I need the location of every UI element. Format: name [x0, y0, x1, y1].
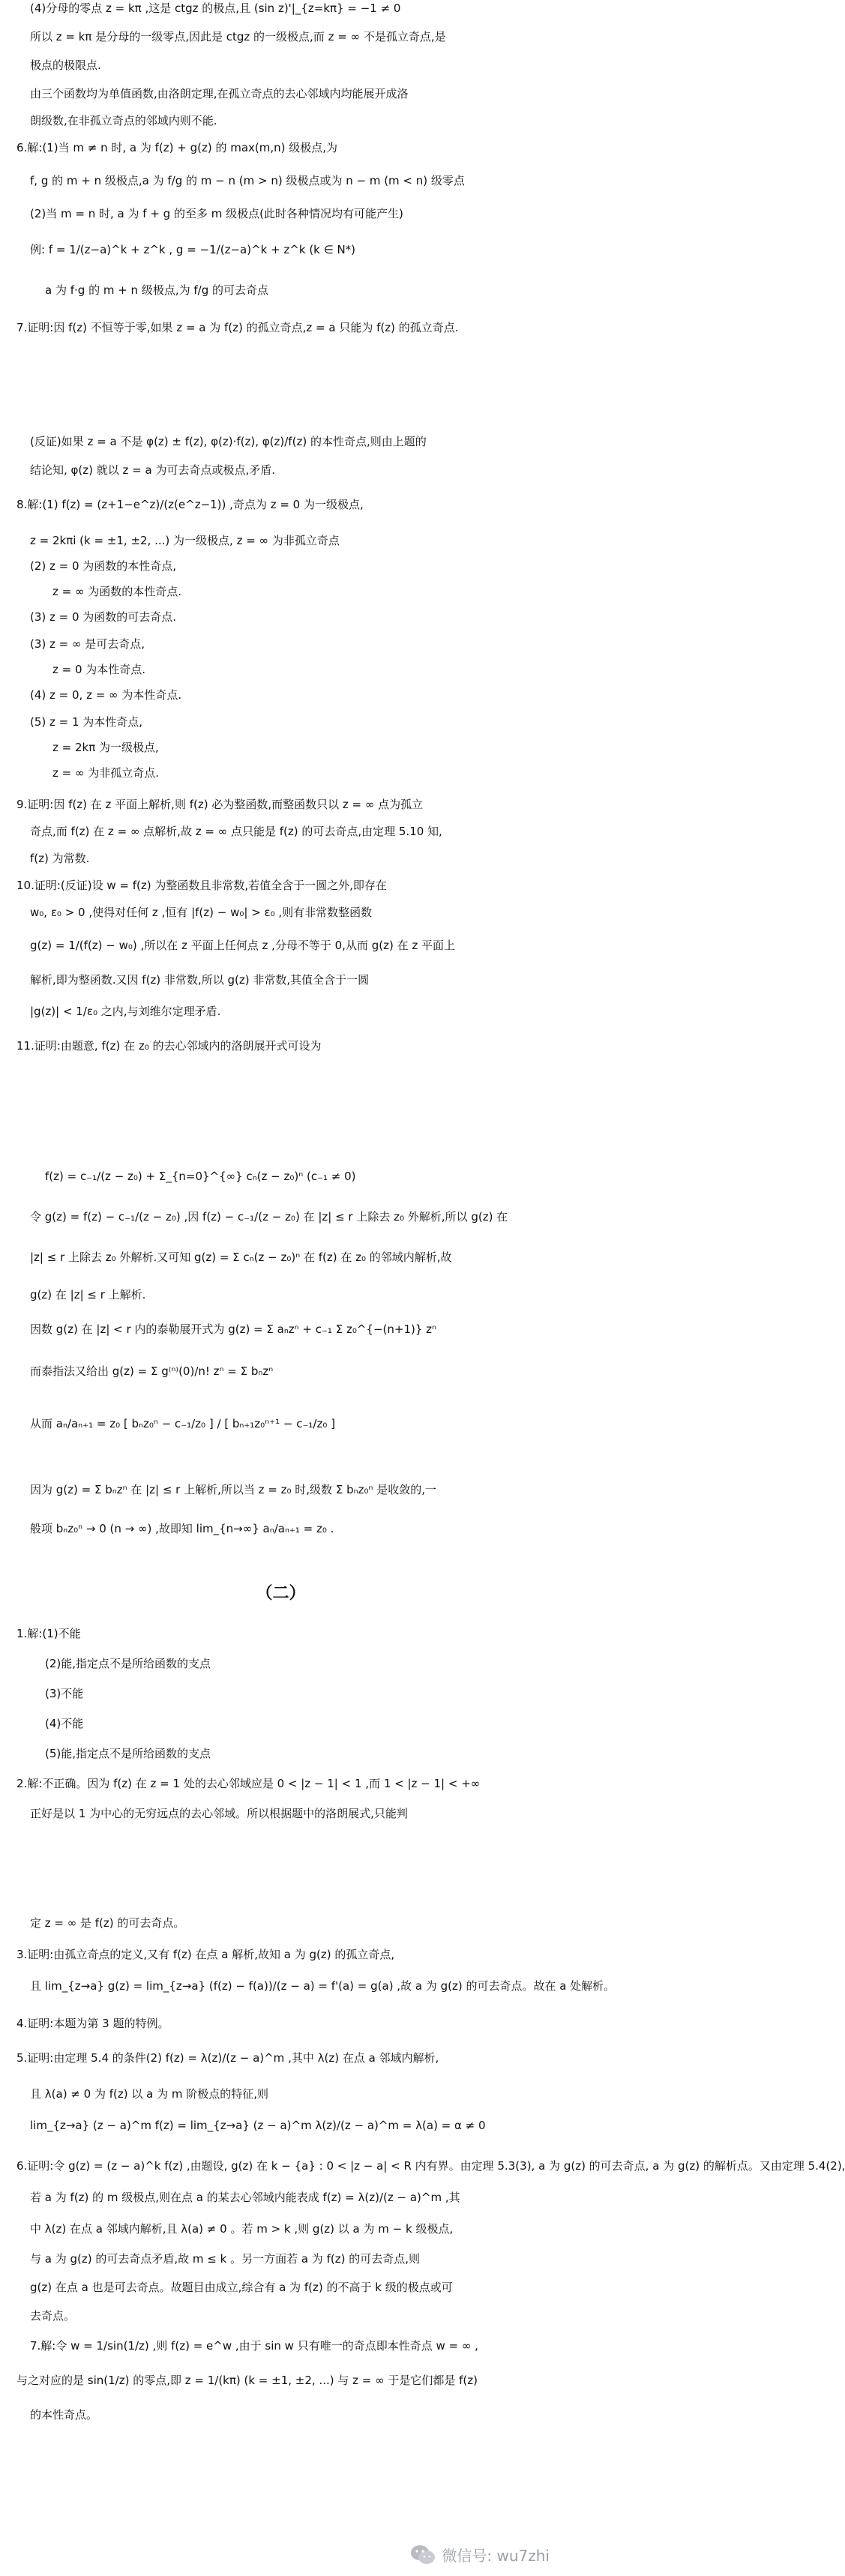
text-line: 1.解:(1)不能 [16, 1627, 81, 1640]
text-line: (反证)如果 z = a 不是 φ(z) ± f(z), φ(z)·f(z), φ(z)/f(z) 的本性奇点,则由上题的 [30, 435, 427, 448]
text-line: 定 z = ∞ 是 f(z) 的可去奇点。 [30, 1916, 185, 1930]
text-line: (3)不能 [45, 1687, 84, 1700]
text-line: 若 a 为 f(z) 的 m 级极点,则在点 a 的某去心邻域内能表成 f(z) = λ(z)/(z − a)^m ,其 [30, 2191, 460, 2204]
text-line: 因数 g(z) 在 |z| < r 内的泰勒展开式为 g(z) = Σ aₙzⁿ + c₋₁ Σ z₀^{−(n+1)} zⁿ [30, 1322, 437, 1336]
text-line: (5)能,指定点不是所给函数的支点 [45, 1747, 211, 1760]
text-line: (4) z = 0, z = ∞ 为本性奇点. [30, 688, 182, 702]
text-line: 5.证明:由定理 5.4 的条件(2) f(z) = λ(z)/(z − a)^m ,其中 λ(z) 在点 a 邻域内解析, [16, 2051, 439, 2065]
text-line: 正好是以 1 为中心的无穷远点的去心邻域。所以根据题中的洛朗展式,只能判 [30, 1807, 408, 1820]
text-line: 9.证明:因 f(z) 在 z 平面上解析,则 f(z) 必为整函数,而整函数只以 z = ∞ 点为孤立 [16, 798, 424, 811]
text-line: a 为 f·g 的 m + n 级极点,为 f/g 的可去奇点 [45, 283, 268, 297]
text-line: lim_{z→a} (z − a)^m f(z) = lim_{z→a} (z − a)^m λ(z)/(z − a)^m = λ(a) = α ≠ 0 [30, 2119, 486, 2132]
text-line: 10.证明:(反证)设 w = f(z) 为整函数且非常数,若值全含于一圆之外,即存在 [16, 879, 387, 892]
text-line: 般项 bₙz₀ⁿ → 0 (n → ∞) ,故即知 lim_{n→∞} aₙ/aₙ₊₁ = z₀ . [30, 1522, 334, 1535]
text-line: 朗级数,在非孤立奇点的邻域内则不能. [30, 114, 217, 127]
text-line: 与之对应的是 sin(1/z) 的零点,即 z = 1/(kπ) (k = ±1, ±2, ...) 与 z = ∞ 于是它们都是 f(z) [16, 2374, 478, 2387]
text-line: g(z) 在 |z| ≤ r 上解析. [30, 1288, 146, 1301]
text-line: 去奇点。 [30, 2309, 76, 2323]
text-line: 的本性奇点。 [30, 2408, 98, 2422]
text-line: (3) z = ∞ 是可去奇点, [30, 637, 145, 651]
text-line: f(z) = c₋₁/(z − z₀) + Σ_{n=0}^{∞} cₙ(z − z₀)ⁿ (c₋₁ ≠ 0) [45, 1170, 356, 1183]
text-line: 所以 z = kπ 是分母的一级零点,因此是 ctgz 的一级极点,而 z = ∞ 不是孤立奇点,是 [30, 30, 446, 43]
text-line: 极点的极限点. [30, 58, 101, 72]
text-line: |z| ≤ r 上除去 z₀ 外解析.又可知 g(z) = Σ cₙ(z − z₀)ⁿ 在 f(z) 在 z₀ 的邻域内解析,故 [30, 1251, 452, 1264]
text-line: 6.解:(1)当 m ≠ n 时, a 为 f(z) + g(z) 的 max(m,n) 级极点,为 [16, 141, 338, 154]
text-line: g(z) 在点 a 也是可去奇点。故题目由成立,综合有 a 为 f(z) 的不高于 k 级的极点或可 [30, 2281, 453, 2294]
section-header: （二） [256, 1583, 306, 1603]
text-line: (2)能,指定点不是所给函数的支点 [45, 1657, 211, 1670]
text-line: 从而 aₙ/aₙ₊₁ = z₀ [ bₙz₀ⁿ − c₋₁/z₀ ] / [ bₙ₊₁z₀ⁿ⁺¹ − c₋₁/z₀ ] [30, 1417, 335, 1430]
text-line: z = 0 为本性奇点. [52, 663, 146, 676]
text-line: (4)不能 [45, 1717, 84, 1730]
text-line: 7.证明:因 f(z) 不恒等于零,如果 z = a 为 f(z) 的孤立奇点,z = a 只能为 f(z) 的孤立奇点. [16, 321, 459, 334]
text-line: (2)当 m = n 时, a 为 f + g 的至多 m 级极点(此时各种情况均有可能产生) [30, 207, 403, 220]
text-line: |g(z)| < 1/ε₀ 之内,与刘维尔定理矛盾. [30, 1005, 221, 1018]
text-line: (2) z = 0 为函数的本性奇点, [30, 559, 177, 573]
text-line: z = ∞ 为函数的本性奇点. [52, 585, 182, 598]
watermark [410, 2544, 550, 2566]
text-line: z = 2kπ 为一级极点, [52, 741, 159, 754]
text-line: 因为 g(z) = Σ bₙzⁿ 在 |z| ≤ r 上解析,所以当 z = z₀ 时,级数 Σ bₙz₀ⁿ 是收敛的,一 [30, 1483, 436, 1496]
text-line: 6.证明:令 g(z) = (z − a)^k f(z) ,由题设, g(z) 在 k − {a} : 0 < |z − a| < R 内有界。由定理 5.3(3), a 为 g(z) 的可去奇点, a 为 g(z) 的解析点。又由定理 5.4(2), [16, 2159, 845, 2173]
wechat-logo-icon [410, 2545, 436, 2566]
text-line: f, g 的 m + n 级极点,a 为 f/g 的 m − n (m > n) 级极点或为 n − m (m < n) 级零点 [30, 174, 465, 187]
text-line: 例: f = 1/(z−a)^k + z^k , g = −1/(z−a)^k + z^k (k ∈ N*) [30, 243, 356, 256]
watermark-text: 微信号: wu7zhi [442, 2547, 550, 2565]
text-line: 且 λ(a) ≠ 0 为 f(z) 以 a 为 m 阶极点的特征,则 [30, 2087, 268, 2101]
text-line: w₀, ε₀ > 0 ,使得对任何 z ,恒有 |f(z) − w₀| > ε₀ ,则有非常数整函数 [30, 906, 373, 919]
text-line: 由三个函数均为单值函数,由洛朗定理,在孤立奇点的去心邻域内均能展开成洛 [30, 87, 409, 100]
text-line: 2.解:不正确。因为 f(z) 在 z = 1 处的去心邻域应是 0 < |z − 1| < 1 ,而 1 < |z − 1| < +∞ [16, 1777, 481, 1790]
text-line: 4.证明:本题为第 3 题的特例。 [16, 2017, 169, 2030]
text-line: 与 a 为 g(z) 的可去奇点矛盾,故 m ≤ k 。另一方面若 a 为 f(z) 的可去奇点,则 [30, 2252, 420, 2266]
text-line: 中 λ(z) 在点 a 邻域内解析,且 λ(a) ≠ 0 。若 m > k ,则 g(z) 以 a 为 m − k 级极点, [30, 2222, 454, 2236]
text-line: 解析,即为整函数.又因 f(z) 非常数,所以 g(z) 非常数,其值全含于一圆 [30, 973, 370, 987]
text-line: 且 lim_{z→a} g(z) = lim_{z→a} (f(z) − f(a))/(z − a) = f'(a) = g(a) ,故 a 为 g(z) 的可去奇点。故在 a 处解析。 [30, 1979, 616, 1993]
text-line: (5) z = 1 为本性奇点, [30, 715, 143, 729]
text-line: z = 2kπi (k = ±1, ±2, ...) 为一级极点, z = ∞ 为非孤立奇点 [30, 534, 340, 547]
text-line: (3) z = 0 为函数的可去奇点. [30, 610, 177, 624]
text-line: 7.解:令 w = 1/sin(1/z) ,则 f(z) = e^w ,由于 sin w 只有唯一的奇点即本性奇点 w = ∞ , [30, 2339, 478, 2353]
text-line: 11.证明:由题意, f(z) 在 z₀ 的去心邻域内的洛朗展开式可设为 [16, 1039, 322, 1053]
text-line: z = ∞ 为非孤立奇点. [52, 766, 160, 780]
text-line: 结论知, φ(z) 就以 z = a 为可去奇点或极点,矛盾. [30, 463, 276, 477]
text-line: 令 g(z) = f(z) − c₋₁/(z − z₀) ,因 f(z) − c₋₁/(z − z₀) 在 |z| ≤ r 上除去 z₀ 外解析,所以 g(z) 在 [30, 1210, 508, 1224]
text-line: 3.证明:由孤立奇点的定义,又有 f(z) 在点 a 解析,故知 a 为 g(z) 的孤立奇点, [16, 1948, 395, 1961]
text-line: 而泰指法又给出 g(z) = Σ g⁽ⁿ⁾(0)/n! zⁿ = Σ bₙzⁿ [30, 1364, 274, 1378]
text-line: (4)分母的零点 z = kπ ,这是 ctgz 的极点,且 (sin z)'|_{z=kπ} = −1 ≠ 0 [30, 1, 401, 15]
text-line: f(z) 为常数. [30, 852, 90, 865]
text-line: 8.解:(1) f(z) = (z+1−e^z)/(z(e^z−1)) ,奇点为 z = 0 为一级极点, [16, 498, 364, 511]
text-line: g(z) = 1/(f(z) − w₀) ,所以在 z 平面上任何点 z ,分母不等于 0,从而 g(z) 在 z 平面上 [30, 939, 455, 952]
text-line: 奇点,而 f(z) 在 z = ∞ 点解析,故 z = ∞ 点只能是 f(z) 的可去奇点,由定理 5.10 知, [30, 825, 442, 838]
